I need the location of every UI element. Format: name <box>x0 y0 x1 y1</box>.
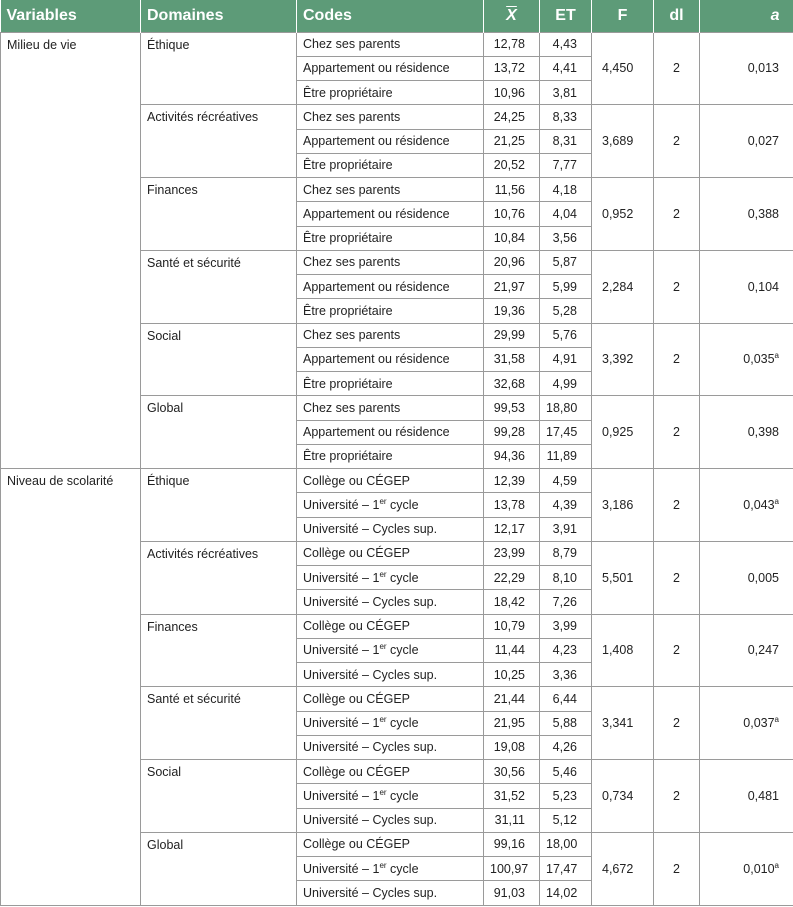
et-cell: 7,26 <box>540 590 592 614</box>
et-cell: 7,77 <box>540 153 592 177</box>
mean-cell: 10,25 <box>484 663 540 687</box>
et-cell: 5,76 <box>540 323 592 347</box>
dl-cell: 2 <box>654 105 700 178</box>
domain-cell: Finances <box>141 178 297 251</box>
code-cell <box>297 881 484 905</box>
mean-cell: 99,28 <box>484 420 540 444</box>
et-cell: 11,89 <box>540 444 592 468</box>
f-cell: 1,408 <box>592 614 654 687</box>
f-cell: 4,672 <box>592 832 654 905</box>
mean-cell: 20,96 <box>484 250 540 274</box>
code-cell <box>297 32 484 56</box>
code-cell <box>297 372 484 396</box>
domain-cell: Social <box>141 323 297 396</box>
et-cell: 5,88 <box>540 711 592 735</box>
et-cell: 17,45 <box>540 420 592 444</box>
dl-cell: 2 <box>654 614 700 687</box>
domain-cell: Global <box>141 396 297 469</box>
et-cell: 3,99 <box>540 614 592 638</box>
a-cell <box>700 32 793 105</box>
code-text: Être propriétaire <box>303 158 393 173</box>
code-cell <box>297 226 484 250</box>
et-cell: 4,59 <box>540 469 592 493</box>
code-cell <box>297 81 484 105</box>
et-cell: 4,91 <box>540 347 592 371</box>
domain-cell: Finances <box>141 614 297 687</box>
code-text: Université – 1 <box>303 497 380 512</box>
a-superscript: a <box>774 714 779 724</box>
code-cell <box>297 202 484 226</box>
f-cell: 0,952 <box>592 178 654 251</box>
code-cell <box>297 687 484 711</box>
a-cell <box>700 541 793 614</box>
dl-cell: 2 <box>654 541 700 614</box>
code-text: Collège ou CÉGEP <box>303 546 411 561</box>
mean-cell: 21,44 <box>484 687 540 711</box>
code-cell <box>297 105 484 129</box>
a-value: 0,247 <box>747 643 779 658</box>
mean-cell: 22,29 <box>484 566 540 590</box>
code-text: Être propriétaire <box>303 376 393 391</box>
code-text: Appartement ou résidence <box>303 206 450 221</box>
et-cell: 4,39 <box>540 493 592 517</box>
code-text: Université – 1 <box>303 861 380 876</box>
dl-cell: 2 <box>654 32 700 105</box>
dl-cell: 2 <box>654 687 700 760</box>
dl-cell: 2 <box>654 396 700 469</box>
header-f: F <box>592 0 654 32</box>
et-cell: 5,46 <box>540 760 592 784</box>
code-cell <box>297 638 484 662</box>
code-cell <box>297 299 484 323</box>
mean-symbol: $\overline{X}$ <box>506 6 517 24</box>
dl-cell: 2 <box>654 469 700 542</box>
mean-cell: 31,11 <box>484 808 540 832</box>
code-cell <box>297 566 484 590</box>
code-text: Chez ses parents <box>303 37 401 52</box>
code-cell <box>297 493 484 517</box>
mean-cell: 19,08 <box>484 735 540 759</box>
code-cell <box>297 396 484 420</box>
et-cell: 4,26 <box>540 735 592 759</box>
mean-cell: 13,78 <box>484 493 540 517</box>
a-cell <box>700 687 793 760</box>
code-cell <box>297 760 484 784</box>
et-cell: 8,10 <box>540 566 592 590</box>
a-cell <box>700 614 793 687</box>
et-cell: 4,41 <box>540 56 592 80</box>
mean-cell: 31,52 <box>484 784 540 808</box>
a-cell <box>700 832 793 905</box>
code-text: Chez ses parents <box>303 400 401 415</box>
code-text: Collège ou CÉGEP <box>303 764 411 779</box>
dl-cell: 2 <box>654 323 700 396</box>
code-superscript: er <box>379 496 387 506</box>
a-cell <box>700 760 793 833</box>
et-cell: 8,33 <box>540 105 592 129</box>
et-cell: 17,47 <box>540 857 592 881</box>
code-cell <box>297 250 484 274</box>
a-cell <box>700 469 793 542</box>
code-text: Université – 1 <box>303 788 380 803</box>
et-cell: 3,36 <box>540 663 592 687</box>
code-text: Université – Cycles sup. <box>303 667 438 682</box>
code-text: Être propriétaire <box>303 303 393 318</box>
code-text: Université – Cycles sup. <box>303 594 438 609</box>
mean-cell: 13,72 <box>484 56 540 80</box>
code-superscript: er <box>379 860 387 870</box>
header-mean <box>484 0 540 32</box>
mean-cell: 91,03 <box>484 881 540 905</box>
code-cell <box>297 541 484 565</box>
code-text: Université – Cycles sup. <box>303 522 438 537</box>
mean-cell: 11,56 <box>484 178 540 202</box>
dl-cell: 2 <box>654 250 700 323</box>
a-value: 0,043 <box>743 497 775 512</box>
code-text: Chez ses parents <box>303 182 401 197</box>
code-cell <box>297 784 484 808</box>
mean-cell: 12,78 <box>484 32 540 56</box>
domain-cell: Global <box>141 832 297 905</box>
f-cell: 2,284 <box>592 250 654 323</box>
code-text: Appartement ou résidence <box>303 134 450 149</box>
mean-cell: 30,56 <box>484 760 540 784</box>
et-cell: 4,99 <box>540 372 592 396</box>
et-cell: 18,00 <box>540 832 592 856</box>
code-superscript: er <box>379 714 387 724</box>
domain-cell: Éthique <box>141 469 297 542</box>
mean-cell: 12,17 <box>484 517 540 541</box>
code-cell <box>297 347 484 371</box>
f-cell: 3,186 <box>592 469 654 542</box>
et-cell: 3,81 <box>540 81 592 105</box>
et-cell: 4,43 <box>540 32 592 56</box>
code-suffix: cycle <box>386 716 419 731</box>
code-text: Appartement ou résidence <box>303 425 450 440</box>
header-row <box>1 0 793 32</box>
mean-cell: 21,95 <box>484 711 540 735</box>
mean-cell: 99,53 <box>484 396 540 420</box>
a-cell <box>700 396 793 469</box>
code-text: Université – Cycles sup. <box>303 740 438 755</box>
code-text: Université – Cycles sup. <box>303 885 438 900</box>
mean-cell: 10,76 <box>484 202 540 226</box>
code-cell <box>297 129 484 153</box>
domain-cell: Santé et sécurité <box>141 687 297 760</box>
a-cell <box>700 323 793 396</box>
mean-cell: 99,16 <box>484 832 540 856</box>
mean-cell: 10,84 <box>484 226 540 250</box>
dl-cell: 2 <box>654 760 700 833</box>
variable-cell: Milieu de vie <box>1 32 141 469</box>
mean-cell: 24,25 <box>484 105 540 129</box>
table-row <box>1 32 793 56</box>
mean-cell: 32,68 <box>484 372 540 396</box>
header-codes: Codes <box>297 0 484 32</box>
code-suffix: cycle <box>386 570 419 585</box>
header-a: a <box>700 0 793 32</box>
a-superscript: a <box>774 860 779 870</box>
code-text: Être propriétaire <box>303 449 393 464</box>
et-cell: 3,91 <box>540 517 592 541</box>
domain-cell: Santé et sécurité <box>141 250 297 323</box>
code-cell <box>297 469 484 493</box>
f-cell: 3,689 <box>592 105 654 178</box>
a-cell <box>700 105 793 178</box>
mean-cell: 18,42 <box>484 590 540 614</box>
a-value: 0,398 <box>747 425 779 440</box>
a-value: 0,013 <box>747 61 779 76</box>
a-value: 0,037 <box>743 716 775 731</box>
a-cell <box>700 178 793 251</box>
et-cell: 5,99 <box>540 275 592 299</box>
code-text: Chez ses parents <box>303 109 401 124</box>
f-cell: 3,392 <box>592 323 654 396</box>
code-text: Être propriétaire <box>303 231 393 246</box>
code-text: Appartement ou résidence <box>303 352 450 367</box>
code-text: Université – 1 <box>303 570 380 585</box>
f-cell: 3,341 <box>592 687 654 760</box>
mean-cell: 100,97 <box>484 857 540 881</box>
code-cell <box>297 590 484 614</box>
code-cell <box>297 517 484 541</box>
variable-cell: Niveau de scolarité <box>1 469 141 906</box>
mean-cell: 29,99 <box>484 323 540 347</box>
et-cell: 3,56 <box>540 226 592 250</box>
domain-cell: Éthique <box>141 32 297 105</box>
code-superscript: er <box>379 642 387 652</box>
code-text: Collège ou CÉGEP <box>303 837 411 852</box>
code-cell <box>297 153 484 177</box>
code-cell <box>297 323 484 347</box>
code-text: Université – 1 <box>303 643 380 658</box>
code-text: Être propriétaire <box>303 85 393 100</box>
domain-cell: Activités récréatives <box>141 541 297 614</box>
code-text: Collège ou CÉGEP <box>303 691 411 706</box>
a-value: 0,027 <box>747 134 779 149</box>
et-cell: 18,80 <box>540 396 592 420</box>
et-cell: 6,44 <box>540 687 592 711</box>
a-superscript: a <box>774 496 779 506</box>
a-value: 0,388 <box>747 206 779 221</box>
code-suffix: cycle <box>386 497 419 512</box>
a-cell <box>700 250 793 323</box>
dl-cell: 2 <box>654 832 700 905</box>
code-cell <box>297 735 484 759</box>
code-text: Appartement ou résidence <box>303 61 450 76</box>
header-variables: Variables <box>1 0 141 32</box>
code-suffix: cycle <box>386 861 419 876</box>
mean-cell: 10,96 <box>484 81 540 105</box>
et-cell: 5,87 <box>540 250 592 274</box>
code-cell <box>297 178 484 202</box>
code-suffix: cycle <box>386 643 419 658</box>
code-text: Université – 1 <box>303 716 380 731</box>
f-cell: 0,925 <box>592 396 654 469</box>
code-text: Université – Cycles sup. <box>303 813 438 828</box>
a-value: 0,481 <box>747 788 779 803</box>
a-value: 0,035 <box>743 352 775 367</box>
code-cell <box>297 663 484 687</box>
code-text: Appartement ou résidence <box>303 279 450 294</box>
code-superscript: er <box>379 787 387 797</box>
a-superscript: a <box>774 351 779 361</box>
mean-cell: 20,52 <box>484 153 540 177</box>
et-cell: 4,18 <box>540 178 592 202</box>
domain-cell: Activités récréatives <box>141 105 297 178</box>
mean-cell: 23,99 <box>484 541 540 565</box>
dl-cell: 2 <box>654 178 700 251</box>
domain-cell: Social <box>141 760 297 833</box>
mean-cell: 12,39 <box>484 469 540 493</box>
et-cell: 8,31 <box>540 129 592 153</box>
table-body <box>1 32 793 905</box>
mean-cell: 21,97 <box>484 275 540 299</box>
mean-cell: 31,58 <box>484 347 540 371</box>
mean-cell: 10,79 <box>484 614 540 638</box>
code-text: Chez ses parents <box>303 328 401 343</box>
code-text: Collège ou CÉGEP <box>303 619 411 634</box>
code-cell <box>297 420 484 444</box>
f-cell: 0,734 <box>592 760 654 833</box>
code-cell <box>297 857 484 881</box>
a-value: 0,010 <box>743 861 775 876</box>
code-suffix: cycle <box>386 788 419 803</box>
mean-cell: 94,36 <box>484 444 540 468</box>
table-row <box>1 469 793 493</box>
mean-cell: 11,44 <box>484 638 540 662</box>
header-et: ET <box>540 0 592 32</box>
mean-cell: 21,25 <box>484 129 540 153</box>
code-cell <box>297 808 484 832</box>
et-cell: 5,23 <box>540 784 592 808</box>
header-domaines: Domaines <box>141 0 297 32</box>
code-cell <box>297 444 484 468</box>
et-cell: 4,23 <box>540 638 592 662</box>
header-dl: dl <box>654 0 700 32</box>
f-cell: 5,501 <box>592 541 654 614</box>
et-cell: 4,04 <box>540 202 592 226</box>
a-value: 0,104 <box>747 279 779 294</box>
f-cell: 4,450 <box>592 32 654 105</box>
code-cell <box>297 832 484 856</box>
et-cell: 14,02 <box>540 881 592 905</box>
et-cell: 8,79 <box>540 541 592 565</box>
et-cell: 5,12 <box>540 808 592 832</box>
code-cell <box>297 711 484 735</box>
mean-cell: 19,36 <box>484 299 540 323</box>
code-superscript: er <box>379 569 387 579</box>
et-cell: 5,28 <box>540 299 592 323</box>
a-value: 0,005 <box>747 570 779 585</box>
code-text: Chez ses parents <box>303 255 401 270</box>
code-cell <box>297 275 484 299</box>
code-cell <box>297 56 484 80</box>
code-text: Collège ou CÉGEP <box>303 473 411 488</box>
code-cell <box>297 614 484 638</box>
